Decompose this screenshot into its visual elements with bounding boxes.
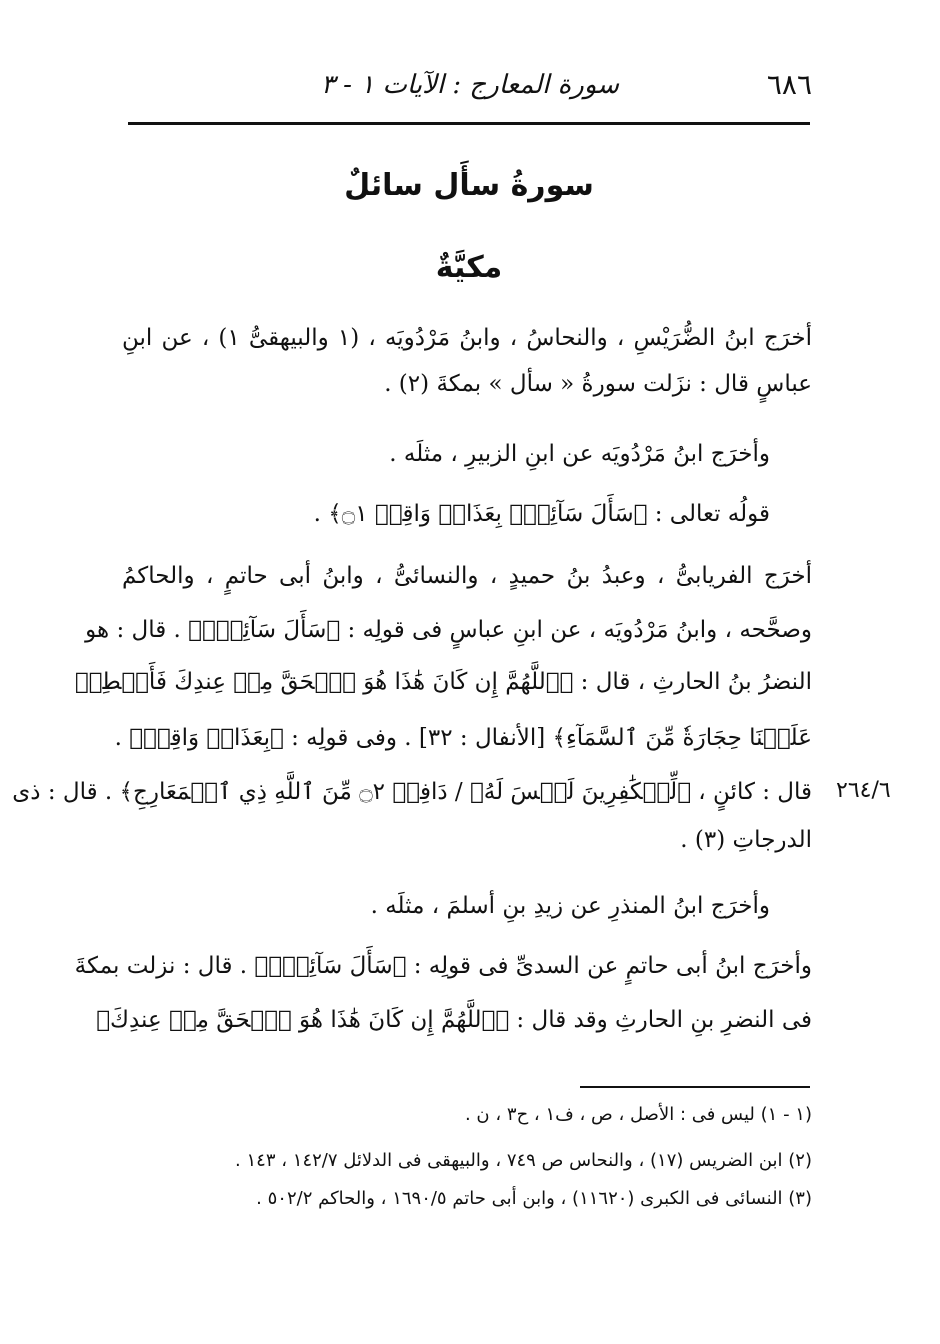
body-line-12: وأخرَج ابنُ أبى حاتمٍ عن السدىِّ فى قولِه : ﴿سَأَلَ سَآئِلُۢ﴾ . قال : نزلت بمكةَ	[74, 953, 812, 979]
body-line-1: أخرَج ابنُ الضُّرَيْسِ ، والنحاسُ ، وابنُ مَرْدُويَه ، (١ والبيهقىُّ ١) ، عن ابنِ	[122, 325, 812, 351]
body-line-11: وأخرَج ابنُ المنذرِ عن زيدِ بنِ أسلمَ ، مثلَه .	[370, 893, 770, 919]
margin-volume-page-note: ٢٦٤/٦	[836, 778, 891, 803]
page-number: ٦٨٦	[766, 68, 812, 101]
footnote-2: (٢) ابن الضريس (١٧) ، والنحاس ص ٧٤٩ ، والبيهقى فى الدلائل ١٤٢/٧ ، ١٤٣ .	[235, 1150, 812, 1171]
body-line-13: فى النضرِ بنِ الحارثِ وقد قال : ﴿ٱللَّهُمَّ إِن كَانَ هَٰذَا هُوَ ٱلۡحَقَّ مِنۡ عِندِكَ﴾	[96, 1007, 812, 1033]
header-divider	[128, 122, 810, 125]
body-line-9: قال : كائنٍ ، ﴿لِّلۡكَٰفِرِينَ لَيۡسَ لَهُۥ / دَافِعٞ ۝٢ مِّنَ ٱللَّهِ ذِي ٱلۡمَعَارِجِ﴾ . قال : ذى	[12, 779, 812, 805]
body-line-6: وصحَّحه ، وابنُ مَرْدُويَه ، عن ابنِ عباسٍ فى قولِه : ﴿سَأَلَ سَآئِلُۢ﴾ . قال : هو	[85, 617, 812, 643]
body-line-8: عَلَيۡنَا حِجَارَةٗ مِّنَ ٱلسَّمَآءِ﴾ [الأنفال : ٣٢] . وفى قولِه : ﴿بِعَذَابٖ وَاقِعٖ﴾ .	[114, 725, 812, 751]
revelation-place: مكيَّةٌ	[435, 250, 503, 285]
body-line-10: الدرجاتِ (٣) .	[680, 827, 812, 853]
body-line-2: عباسٍ قال : نزَلت سورةُ « سأل » بمكةَ (٢) .	[384, 371, 812, 397]
surah-title: سورةُ سأَل سائلٌ	[344, 168, 594, 203]
body-line-3: وأخرَج ابنُ مَرْدُويَه عن ابنِ الزبيرِ ، مثلَه .	[389, 441, 770, 467]
footnote-1: (١ - ١) ليس فى : الأصل ، ص ، ف١ ، ح٣ ، ن .	[464, 1104, 812, 1125]
body-line-7: النضرُ بنُ الحارثِ ، قال : ﴿ٱللَّهُمَّ إِن كَانَ هَٰذَا هُوَ ٱلۡحَقَّ مِنۡ عِندِكَ فَأَمۡطِرۡ	[74, 669, 812, 695]
body-line-5: أخرَج الفريابىُّ ، وعبدُ بنُ حميدٍ ، والنسائىُّ ، وابنُ أبى حاتمٍ ، والحاكمُ	[122, 563, 812, 589]
footnote-3: (٣) النسائى فى الكبرى (١١٦٢٠) ، وابن أبى حاتم ١٦٩٠/٥ ، والحاكم ٥٠٢/٢ .	[256, 1188, 812, 1209]
body-line-4: قولُه تعالى : ﴿سَأَلَ سَآئِلُۢ بِعَذَابٖ وَاقِعٖ ۝١﴾ .	[313, 501, 770, 527]
footnote-divider	[580, 1086, 810, 1088]
running-header-title: سورة المعارج : الآيات ١ - ٣	[320, 70, 620, 100]
